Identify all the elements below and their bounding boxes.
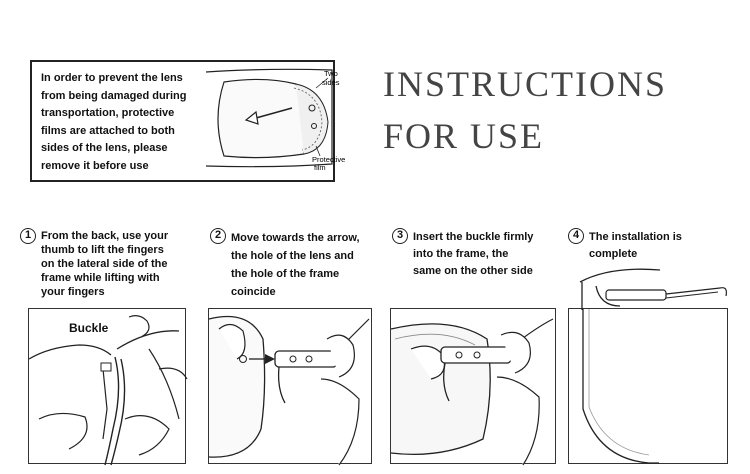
step-2-illustration <box>208 308 372 464</box>
step-4-number: 4 <box>568 228 584 244</box>
step-3-number: 3 <box>392 228 408 244</box>
two-sides-label-2: sides <box>322 78 340 87</box>
two-sides-label-1: Two <box>324 69 338 78</box>
lens-film-illustration <box>204 64 346 180</box>
step-4-text: The installation is complete <box>589 231 682 260</box>
step-1-number: 1 <box>20 228 36 244</box>
step-1-text: From the back, use your thumb to lift the fingers on the lateral side of the frame while lifting with your fingers <box>41 230 169 298</box>
notice-text: In order to prevent the lens from being damaged during transportation, protective films are attached to both sides of the lens, please remove it before use <box>41 72 187 172</box>
protective-film-notice <box>30 60 346 182</box>
step-3-illustration <box>390 308 556 464</box>
aligning-hole-illustration <box>209 309 373 465</box>
protective-film-label-1: Protective <box>312 155 346 164</box>
step-1-illustration <box>28 308 186 464</box>
title-line-2: FOR USE <box>383 116 545 156</box>
title-line-1: INSTRUCTIONS <box>383 64 668 104</box>
page-title <box>383 58 667 162</box>
step-2-text: Move towards the arrow, the hole of the lens and the hole of the frame coincide <box>231 232 360 298</box>
step-4-illustration <box>568 308 728 464</box>
protective-film-label-2: film <box>314 163 326 172</box>
step-2-number: 2 <box>210 228 226 244</box>
finished-face-shield-illustration <box>569 309 729 465</box>
buckle-label: Buckle <box>69 321 109 335</box>
inserting-buckle-illustration <box>391 309 557 465</box>
glasses-frame-illustration <box>570 262 730 322</box>
step-3-text: Insert the buckle firmly into the frame, the same on the other side <box>413 231 534 277</box>
